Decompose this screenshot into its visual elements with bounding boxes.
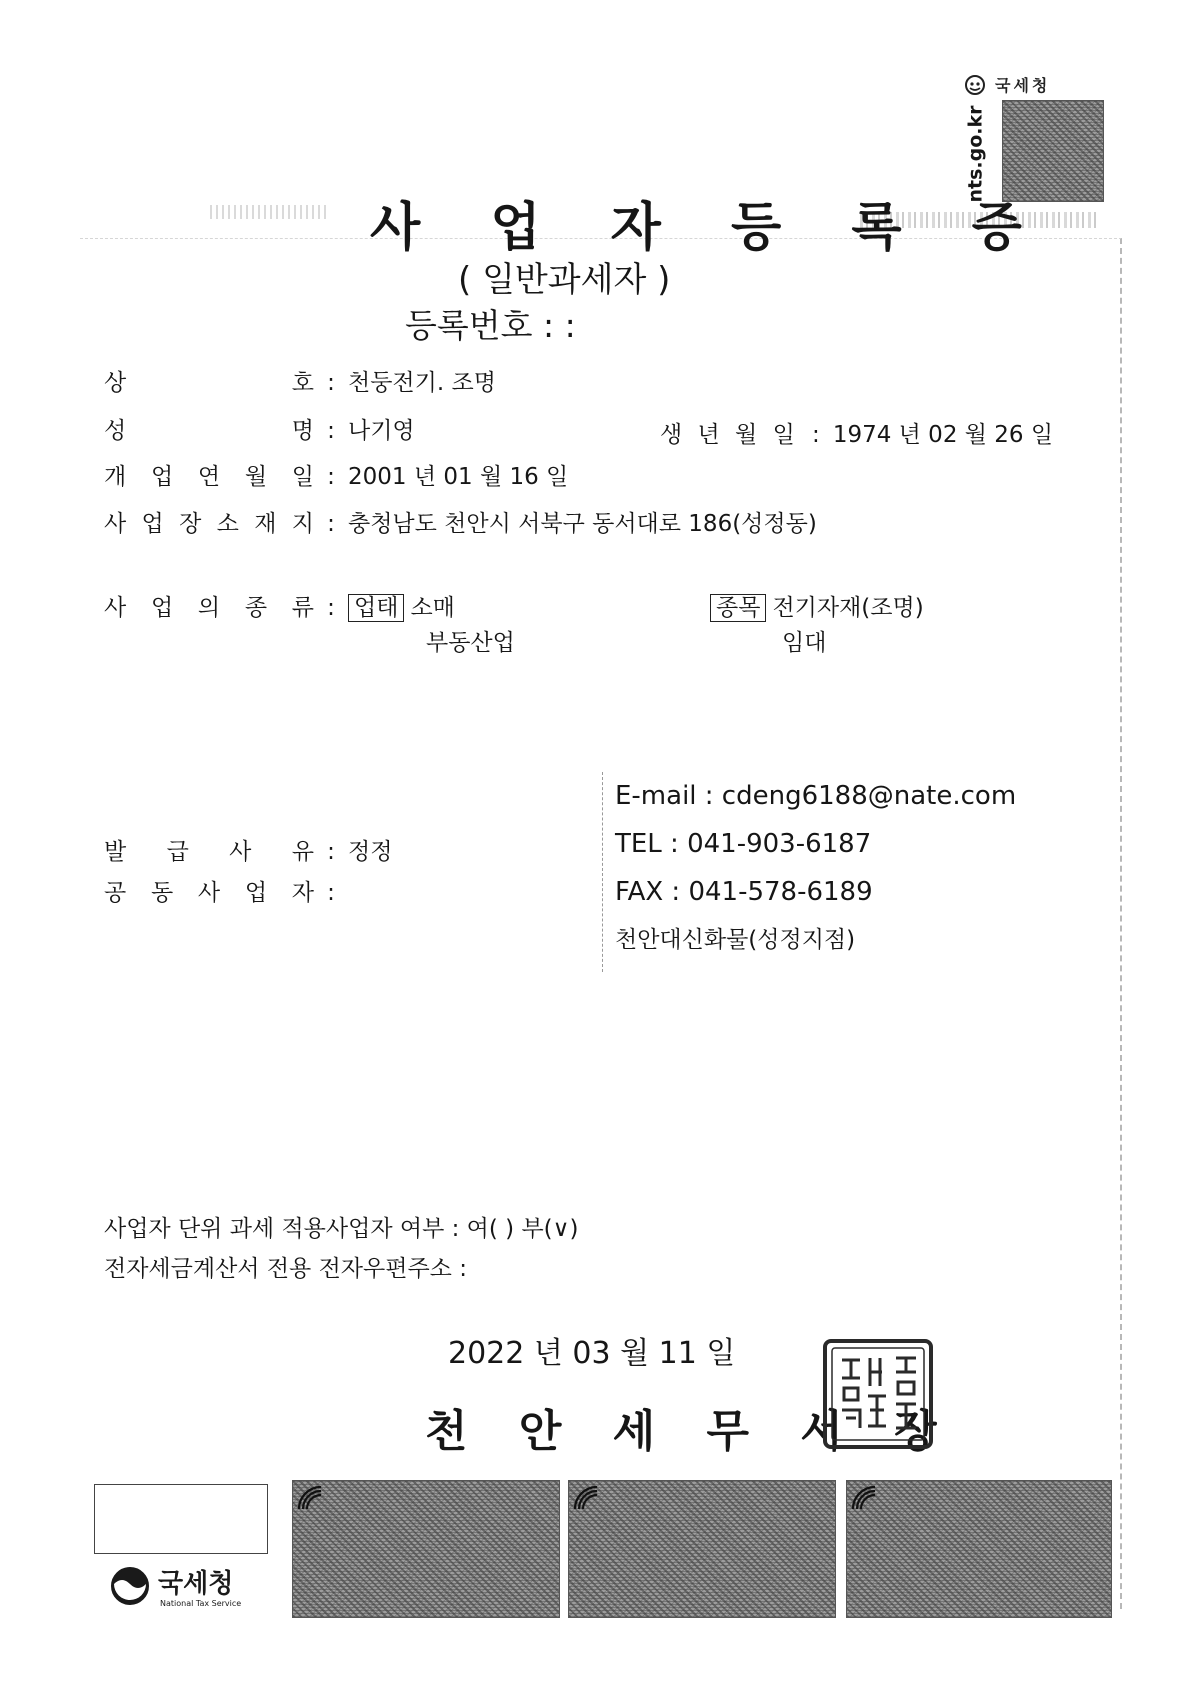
tax-office-name: 천 안 세 무 서 장	[425, 1406, 955, 1457]
trade-name-value: 천둥전기. 조명	[348, 370, 496, 396]
biz-item-tag: 종목	[710, 594, 766, 622]
contact-branch: 천안대신화물(성정지점)	[615, 927, 856, 953]
address-value: 충청남도 천안시 서북구 동서대로 186(성정동)	[348, 511, 817, 537]
biz-category-tag: 업태	[348, 594, 404, 622]
scan-noise	[210, 205, 330, 219]
nts-logo	[108, 1562, 278, 1610]
open-date-label: 개 업 연 월 일	[104, 464, 314, 490]
nts-top-label: 국세청	[995, 76, 1051, 95]
birth-label: 생 년 월 일	[660, 422, 799, 448]
nts-logo-text: 국세청	[158, 1569, 234, 1599]
issue-date: 2022 년 03 월 11 일	[448, 1336, 736, 1371]
qr-code-bottom-2	[568, 1480, 836, 1618]
biz-type-label: 사 업 의 종 류	[104, 595, 314, 621]
issue-reason-label: 발 급 사 유	[104, 839, 314, 865]
biz-item-2: 임대	[782, 630, 827, 656]
registration-number: 등록번호 : :	[405, 306, 576, 345]
taxpayer-type: ( 일반과세자 )	[458, 260, 671, 300]
biz-category-1: 소매	[410, 595, 455, 621]
address-row: 사 업 장 소 재 지 : 충청남도 천안시 서북구 동서대로 186(성정동)	[104, 505, 817, 538]
rep-name-label: 성 명	[104, 418, 314, 444]
issue-reason-value: 정정	[348, 839, 393, 865]
joint-business-label: 공 동 사 업 자	[104, 880, 314, 906]
qr-code-bottom-3	[846, 1480, 1112, 1618]
biz-item-1: 전기자재(조명)	[772, 595, 924, 621]
contact-stamp	[602, 772, 1016, 972]
birth-row: 생 년 월 일 : 1974 년 02 월 26 일	[660, 422, 1054, 448]
address-label: 사 업 장 소 재 지	[104, 511, 314, 537]
unit-tax-text: 사업자 단위 과세 적용사업자 여부 : 여( ) 부(∨)	[104, 1216, 579, 1242]
blank-box	[94, 1484, 268, 1554]
qr-code-bottom-1	[292, 1480, 560, 1618]
rep-name-value: 나기영	[348, 418, 415, 444]
biz-type-row: 사 업 의 종 류 : 업태 소매	[104, 589, 455, 622]
open-date-row: 개 업 연 월 일 : 2001 년 01 월 16 일	[104, 458, 568, 491]
contact-fax: FAX : 041-578-6189	[615, 877, 873, 907]
nts-domain-text: nts.go.kr	[964, 105, 987, 203]
contact-tel: TEL : 041-903-6187	[615, 829, 872, 859]
page-title: 사 업 자 등 록 증	[370, 198, 1048, 258]
biz-item-row	[710, 589, 924, 622]
biz-category-2: 부동산업	[426, 630, 515, 656]
official-seal	[822, 1338, 934, 1450]
nts-logo-en: National Tax Service	[160, 1599, 242, 1608]
issue-reason-row: 발 급 사 유 : 정정	[104, 833, 392, 866]
birth-value: 1974 년 02 월 26 일	[832, 422, 1054, 448]
open-date-value: 2001 년 01 월 16 일	[348, 464, 569, 490]
trade-name-row: 상 호 : 천둥전기. 조명	[104, 364, 496, 397]
trade-name-label: 상 호	[104, 370, 314, 396]
einvoice-text: 전자세금계산서 전용 전자우편주소 :	[104, 1256, 467, 1282]
joint-business-row: 공 동 사 업 자 :	[104, 874, 348, 907]
rep-name-row: 성 명 : 나기영	[104, 412, 415, 445]
contact-email: E-mail : cdeng6188@nate.com	[615, 781, 1017, 811]
